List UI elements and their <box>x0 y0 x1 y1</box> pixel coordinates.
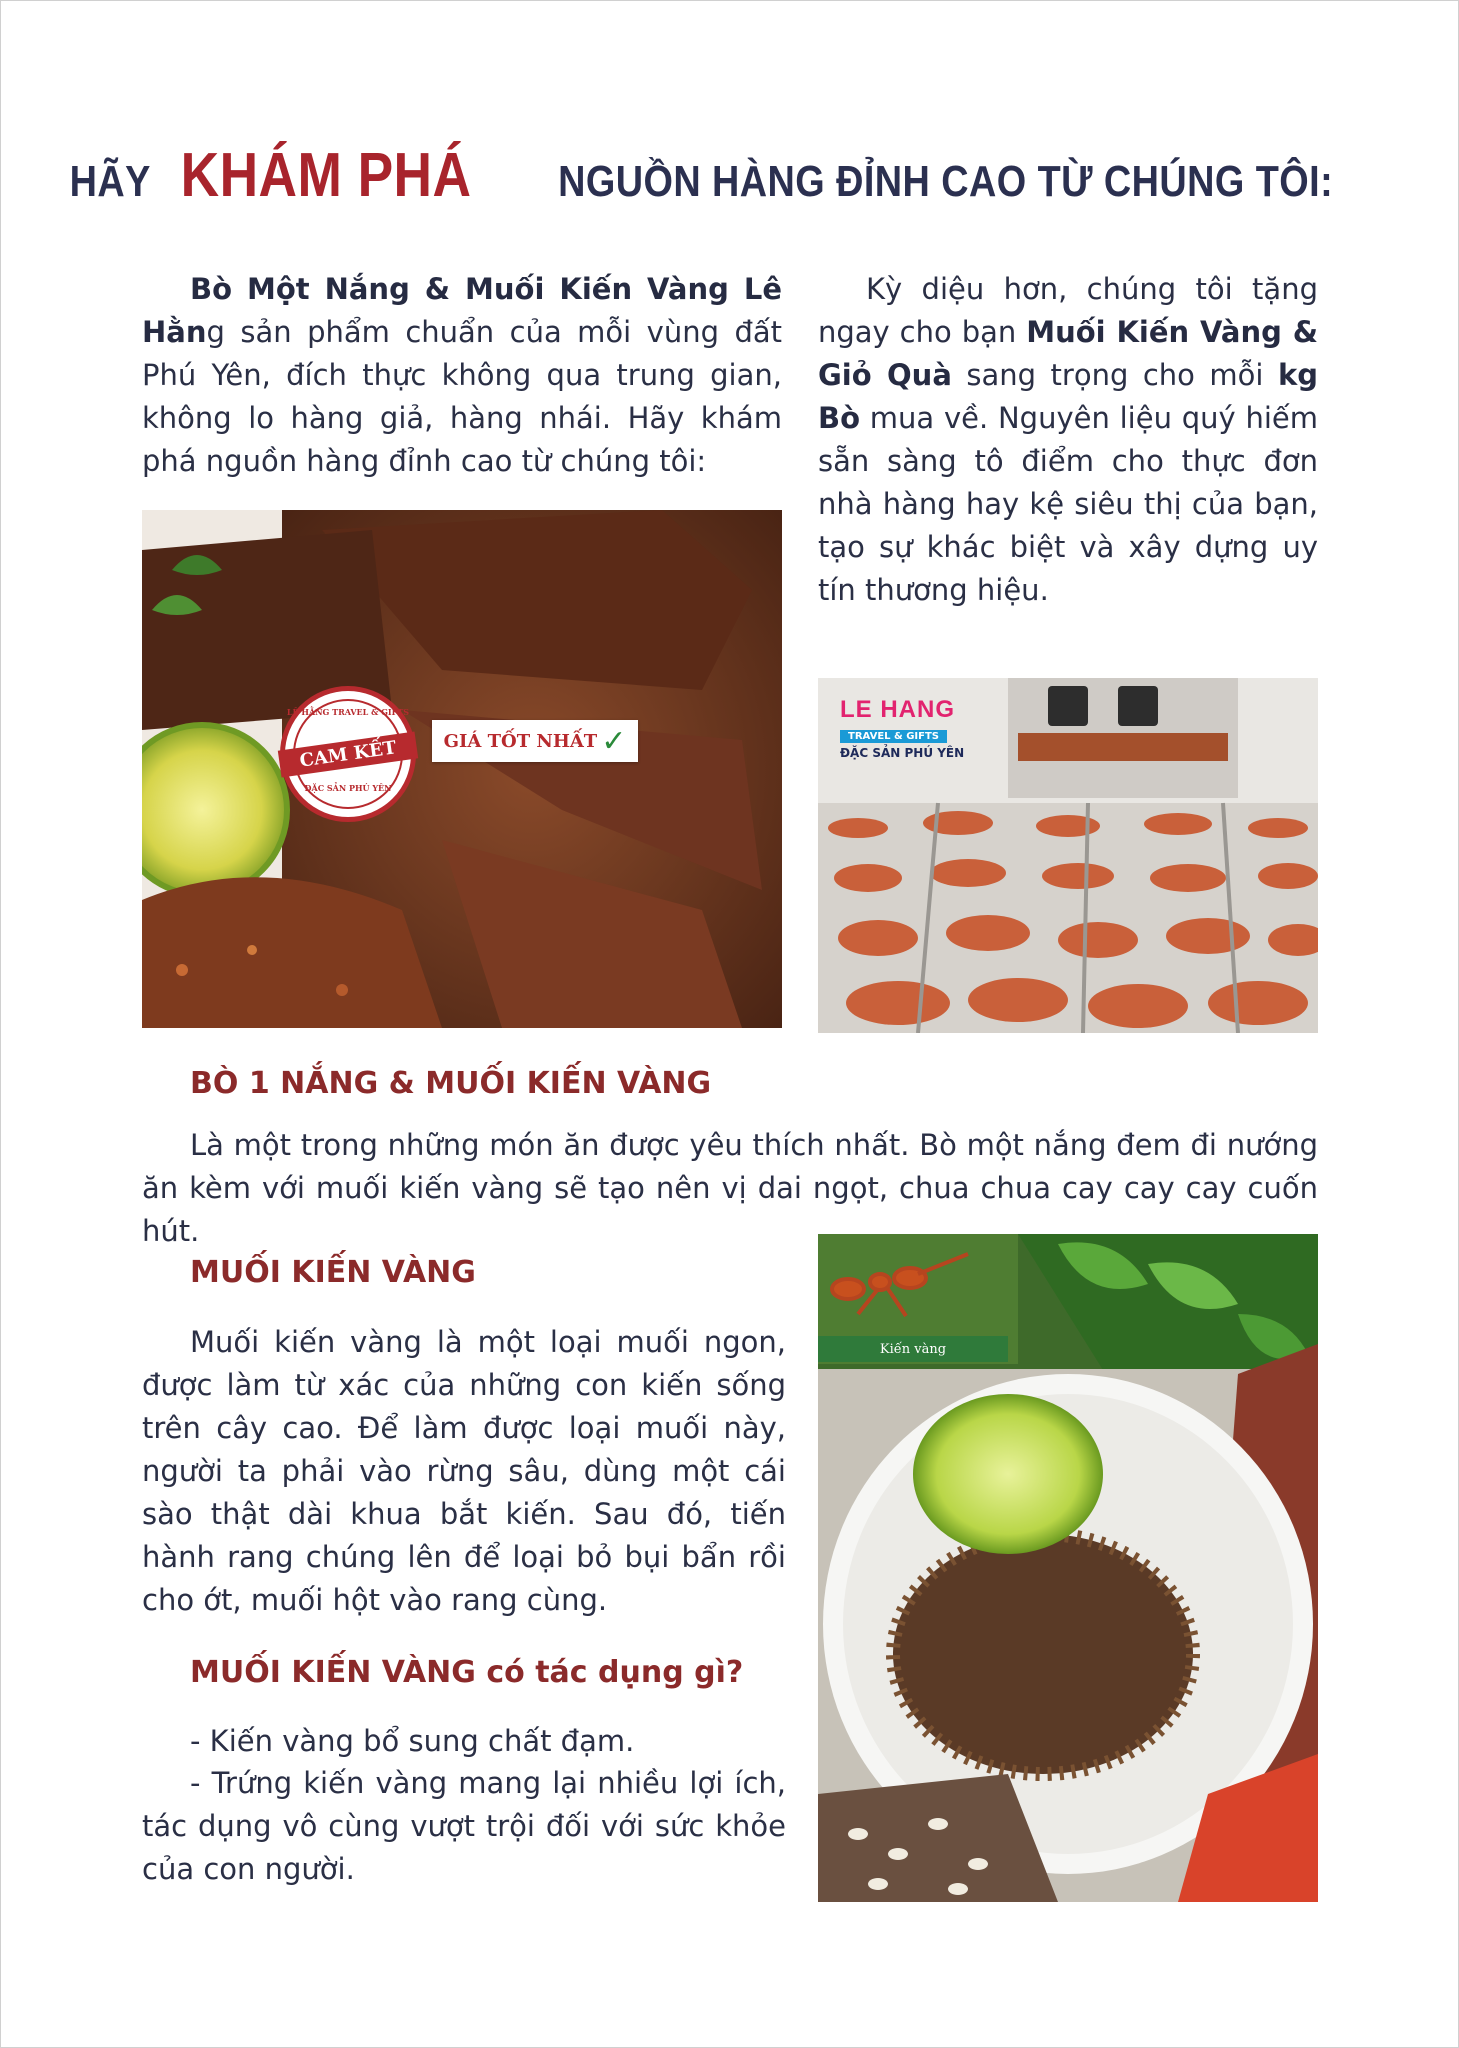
best-price-badge <box>432 720 638 762</box>
section-beef-body: Là một trong những món ăn được yêu thích nhất. Bò một nắng đem đi nướng ăn kèm với muối kiến vàng sẽ tạo nên vị dai ngọt, chua chua cay cay cay cuốn hút. <box>142 1128 1318 1248</box>
headline-part2: NGUỒN HÀNG ĐỈNH CAO TỪ CHÚNG TÔI: <box>558 157 1334 206</box>
stamp-top-text: LÊ HẰNG TRAVEL & GIFTS <box>286 707 410 717</box>
gift-bold2: kg Bò <box>818 358 1318 435</box>
drying-racks-photo <box>818 678 1318 1033</box>
gift-bold1: Muối Kiến Vàng & Giỏ Quà <box>818 315 1318 392</box>
benefit-item-2: - Trứng kiến vàng mang lại nhiều lợi ích, tác dụng vô cùng vượt trội đối với sức khỏe của con người. <box>142 1766 786 1886</box>
gift-text2: sang trọng cho mỗi <box>951 358 1278 392</box>
best-price-text: GIÁ TỐT NHẤT <box>443 730 598 752</box>
page-headline <box>0 140 1459 211</box>
le-hang-logo <box>840 696 990 760</box>
logo-brand-sub: TRAVEL & GIFTS <box>840 730 947 743</box>
intro-bold: Bò Một Nắng & Muối Kiến Vàng Lê Hằn <box>142 272 782 349</box>
checkmark-icon: ✓ <box>601 723 627 759</box>
commitment-stamp <box>280 686 416 822</box>
stamp-bottom-text: ĐẶC SẢN PHÚ YÊN <box>304 783 392 793</box>
ant-caption-bar <box>818 1336 1008 1362</box>
gift-text1: Kỳ diệu hơn, chúng tôi tặng ngay cho bạn <box>818 272 1318 349</box>
section-salt-body: Muối kiến vàng là một loại muối ngon, được làm từ xác của những con kiến sống trên cây cao. Để làm được loại muối này, người ta phải vào rừng sâu, dùng một cái sào thật dài khua bắt kiến. Sau đó, tiến hành rang chúng lên để loại bỏ bụi bẩn rồi cho ớt, muối hột vào rang cùng. <box>142 1325 786 1617</box>
stamp-main-text: CAM KẾT <box>278 732 418 778</box>
section-salt-title: MUỐI KIẾN VÀNG <box>190 1255 476 1290</box>
intro-paragraph <box>142 268 782 483</box>
section-beef-title: BÒ 1 NẮNG & MUỐI KIẾN VÀNG <box>190 1066 712 1101</box>
gift-text3: mua về. Nguyên liệu quý hiếm sẵn sàng tô điểm cho thực đơn nhà hàng hay kệ siêu thị của bạn, tạo sự khác biệt và xây dựng uy tín thương hiệu. <box>818 401 1318 607</box>
ant-salt-photo <box>818 1234 1318 1902</box>
intro-text: g sản phẩm chuẩn của mỗi vùng đất Phú Yên, đích thực không qua trung gian, không lo hàng giả, hàng nhái. Hãy khám phá nguồn hàng đỉnh cao từ chúng tôi: <box>142 315 782 478</box>
headline-highlight: KHÁM PHÁ <box>180 141 472 210</box>
ant-caption: Kiến vàng <box>879 1341 947 1357</box>
logo-brand-tag: ĐẶC SẢN PHÚ YÊN <box>840 746 965 760</box>
headline-part1: HÃY <box>69 157 151 206</box>
benefit-item-1: - Kiến vàng bổ sung chất đạm. <box>190 1724 635 1758</box>
beef-jerky-photo <box>142 510 782 1028</box>
gift-paragraph <box>818 268 1318 612</box>
logo-brand: LE HANG <box>840 696 955 723</box>
section-benefits-title: MUỐI KIẾN VÀNG có tác dụng gì? <box>190 1655 744 1690</box>
